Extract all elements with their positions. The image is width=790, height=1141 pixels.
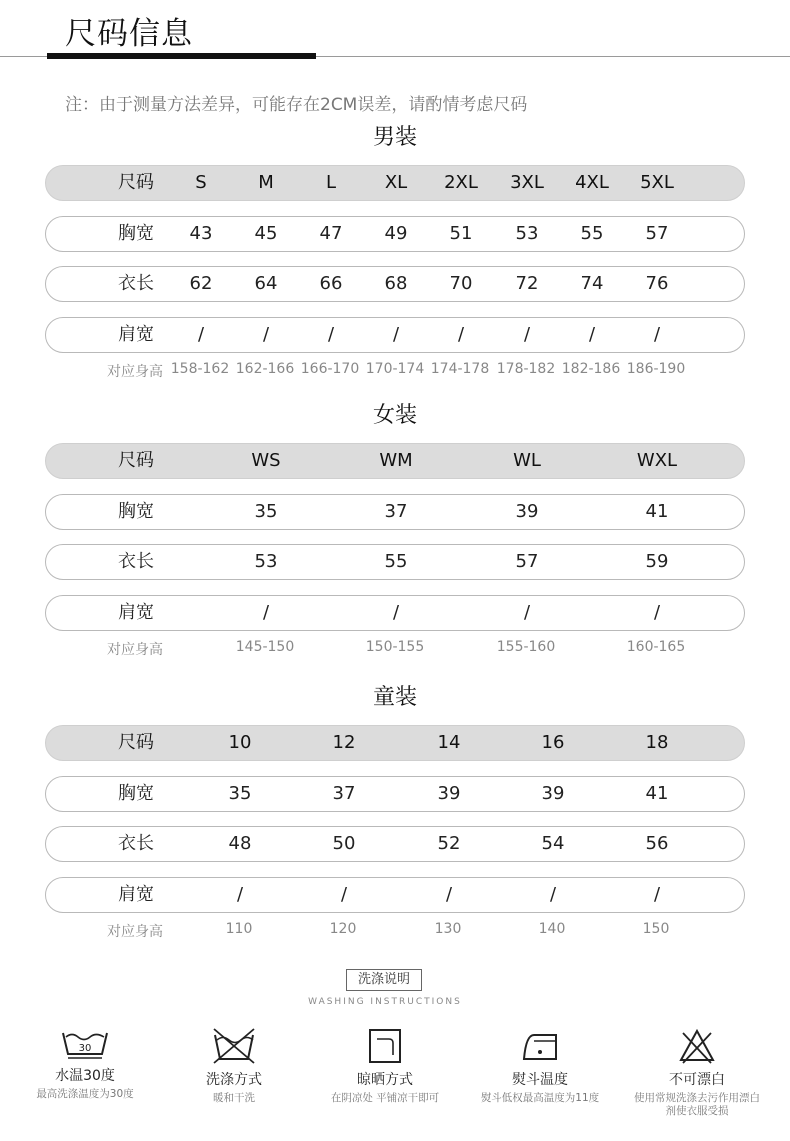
- care-label: 不可漂白: [669, 1072, 725, 1088]
- iron-icon: [518, 1027, 562, 1065]
- measure-value: 57: [645, 223, 669, 244]
- measure-value: 72: [515, 273, 539, 294]
- measure-value: /: [236, 884, 244, 905]
- shoulder-width-row: [45, 877, 745, 913]
- height-range: 158-162: [170, 361, 230, 377]
- care-desc: 在阴凉处 平铺凉干即可: [330, 1092, 440, 1104]
- length-row: [45, 266, 745, 302]
- measure-value: 35: [254, 501, 278, 522]
- row-label: 胸宽: [118, 501, 154, 522]
- chest-width-row: [45, 216, 745, 252]
- height-range: 155-160: [496, 639, 556, 655]
- measure-value: 74: [580, 273, 604, 294]
- section-title: 童装: [372, 685, 417, 710]
- measure-value: 43: [189, 223, 213, 244]
- size-label: M: [258, 172, 274, 193]
- height-range: 160-165: [626, 639, 686, 655]
- height-range-row: [45, 639, 745, 659]
- page-title: 尺码信息: [65, 16, 193, 52]
- size-label: 10: [228, 732, 252, 753]
- care-item-wash-method: [154, 1027, 314, 1105]
- measure-value: /: [262, 602, 270, 623]
- measure-value: /: [588, 324, 596, 345]
- measure-value: 37: [332, 783, 356, 804]
- washing-title: 洗涤说明: [346, 969, 422, 991]
- length-row: [45, 826, 745, 862]
- height-range: 174-178: [430, 361, 490, 377]
- measure-value: /: [653, 324, 661, 345]
- care-item-wash-temp: [5, 1027, 165, 1101]
- measure-value: /: [523, 324, 531, 345]
- measure-value: 53: [254, 551, 278, 572]
- shoulder-width-row: [45, 317, 745, 353]
- row-label: 尺码: [118, 732, 154, 753]
- care-desc: 使用常规洗涤去污作用漂白剂使衣服受损: [634, 1092, 760, 1117]
- size-label: WS: [251, 450, 281, 471]
- no-tumble-wash-icon: [211, 1027, 257, 1065]
- height-range: 150-155: [365, 639, 425, 655]
- measure-value: 37: [384, 501, 408, 522]
- size-label: 12: [332, 732, 356, 753]
- care-item-iron-temp: [460, 1027, 620, 1105]
- row-label: 衣长: [118, 273, 154, 294]
- measure-value: 64: [254, 273, 278, 294]
- measure-value: 68: [384, 273, 408, 294]
- measure-value: /: [197, 324, 205, 345]
- measure-value: /: [523, 602, 531, 623]
- care-desc: 最高洗涤温度为30度: [36, 1088, 134, 1100]
- size-label: 5XL: [640, 172, 674, 193]
- measure-value: 53: [515, 223, 539, 244]
- size-label: WM: [379, 450, 413, 471]
- measure-value: 57: [515, 551, 539, 572]
- height-range: 162-166: [235, 361, 295, 377]
- measure-value: 49: [384, 223, 408, 244]
- row-label: 衣长: [118, 551, 154, 572]
- size-label: WL: [513, 450, 541, 471]
- wash-tub-30-icon: [60, 1027, 110, 1061]
- care-desc: 熨斗低权最高温度为11度: [480, 1092, 600, 1104]
- measure-value: 35: [228, 783, 252, 804]
- row-label: 对应身高: [107, 924, 163, 940]
- size-label: S: [195, 172, 207, 193]
- measure-value: 76: [645, 273, 669, 294]
- size-label: L: [325, 172, 337, 193]
- size-header-row: [45, 443, 745, 479]
- height-range: 145-150: [235, 639, 295, 655]
- height-range: 110: [225, 921, 253, 937]
- measure-value: 52: [437, 833, 461, 854]
- row-label: 胸宽: [118, 783, 154, 804]
- length-row: [45, 544, 745, 580]
- row-label: 对应身高: [107, 642, 163, 658]
- row-label: 胸宽: [118, 223, 154, 244]
- measure-value: 56: [645, 833, 669, 854]
- measure-value: /: [392, 324, 400, 345]
- size-label: 14: [437, 732, 461, 753]
- height-range: 186-190: [626, 361, 686, 377]
- section-title: 女装: [372, 403, 417, 428]
- measurement-note: 注：由于测量方法差异，可能存在2CM误差，请酌情考虑尺码: [65, 95, 528, 115]
- size-label: XL: [384, 172, 408, 193]
- height-range: 170-174: [365, 361, 425, 377]
- height-range: 178-182: [496, 361, 556, 377]
- measure-value: 55: [580, 223, 604, 244]
- shoulder-width-row: [45, 595, 745, 631]
- measure-value: 51: [449, 223, 473, 244]
- measure-value: 66: [319, 273, 343, 294]
- size-label: WXL: [636, 450, 678, 471]
- care-label: 晾晒方式: [357, 1072, 413, 1088]
- care-label: 洗涤方式: [206, 1072, 262, 1088]
- row-label: 肩宽: [118, 884, 154, 905]
- height-range: 140: [538, 921, 566, 937]
- size-label: 18: [645, 732, 669, 753]
- care-label: 熨斗温度: [512, 1072, 568, 1088]
- measure-value: 47: [319, 223, 343, 244]
- measure-value: 39: [541, 783, 565, 804]
- measure-value: 45: [254, 223, 278, 244]
- care-item-no-bleach: [617, 1027, 777, 1118]
- measure-value: /: [653, 884, 661, 905]
- row-label: 尺码: [118, 450, 154, 471]
- row-label: 肩宽: [118, 602, 154, 623]
- header-accent-bar: [47, 53, 316, 59]
- care-desc: 暖和干洗: [213, 1092, 255, 1104]
- size-label: 4XL: [575, 172, 609, 193]
- chest-width-row: [45, 494, 745, 530]
- measure-value: 50: [332, 833, 356, 854]
- section-title: 男装: [372, 125, 417, 150]
- measure-value: /: [262, 324, 270, 345]
- measure-value: /: [392, 602, 400, 623]
- height-range: 150: [642, 921, 670, 937]
- measure-value: 55: [384, 551, 408, 572]
- measure-value: /: [445, 884, 453, 905]
- measure-value: /: [653, 602, 661, 623]
- measure-value: 41: [645, 783, 669, 804]
- height-range: 130: [434, 921, 462, 937]
- measure-value: 54: [541, 833, 565, 854]
- measure-value: 39: [437, 783, 461, 804]
- height-range: 120: [329, 921, 357, 937]
- chest-width-row: [45, 776, 745, 812]
- row-label: 肩宽: [118, 324, 154, 345]
- measure-value: 59: [645, 551, 669, 572]
- row-label: 尺码: [118, 172, 154, 193]
- measure-value: 39: [515, 501, 539, 522]
- measure-value: 62: [189, 273, 213, 294]
- size-header-row: [45, 725, 745, 761]
- height-range: 166-170: [300, 361, 360, 377]
- measure-value: /: [549, 884, 557, 905]
- size-label: 3XL: [510, 172, 544, 193]
- height-range-row: [45, 361, 745, 381]
- care-label: 水温30度: [55, 1068, 115, 1084]
- height-range: 182-186: [561, 361, 621, 377]
- size-header-row: [45, 165, 745, 201]
- drip-dry-icon: [367, 1027, 403, 1065]
- measure-value: /: [457, 324, 465, 345]
- washing-subtitle: WASHING INSTRUCTIONS: [308, 997, 462, 1007]
- row-label: 对应身高: [107, 364, 163, 380]
- care-item-dry-method: [305, 1027, 465, 1105]
- measure-value: 70: [449, 273, 473, 294]
- measure-value: /: [327, 324, 335, 345]
- measure-value: 41: [645, 501, 669, 522]
- no-bleach-icon: [677, 1027, 717, 1065]
- measure-value: 48: [228, 833, 252, 854]
- size-label: 16: [541, 732, 565, 753]
- row-label: 衣长: [118, 833, 154, 854]
- measure-value: /: [340, 884, 348, 905]
- size-label: 2XL: [444, 172, 478, 193]
- height-range-row: [45, 921, 745, 941]
- wash-temp-text: 30: [78, 1043, 92, 1054]
